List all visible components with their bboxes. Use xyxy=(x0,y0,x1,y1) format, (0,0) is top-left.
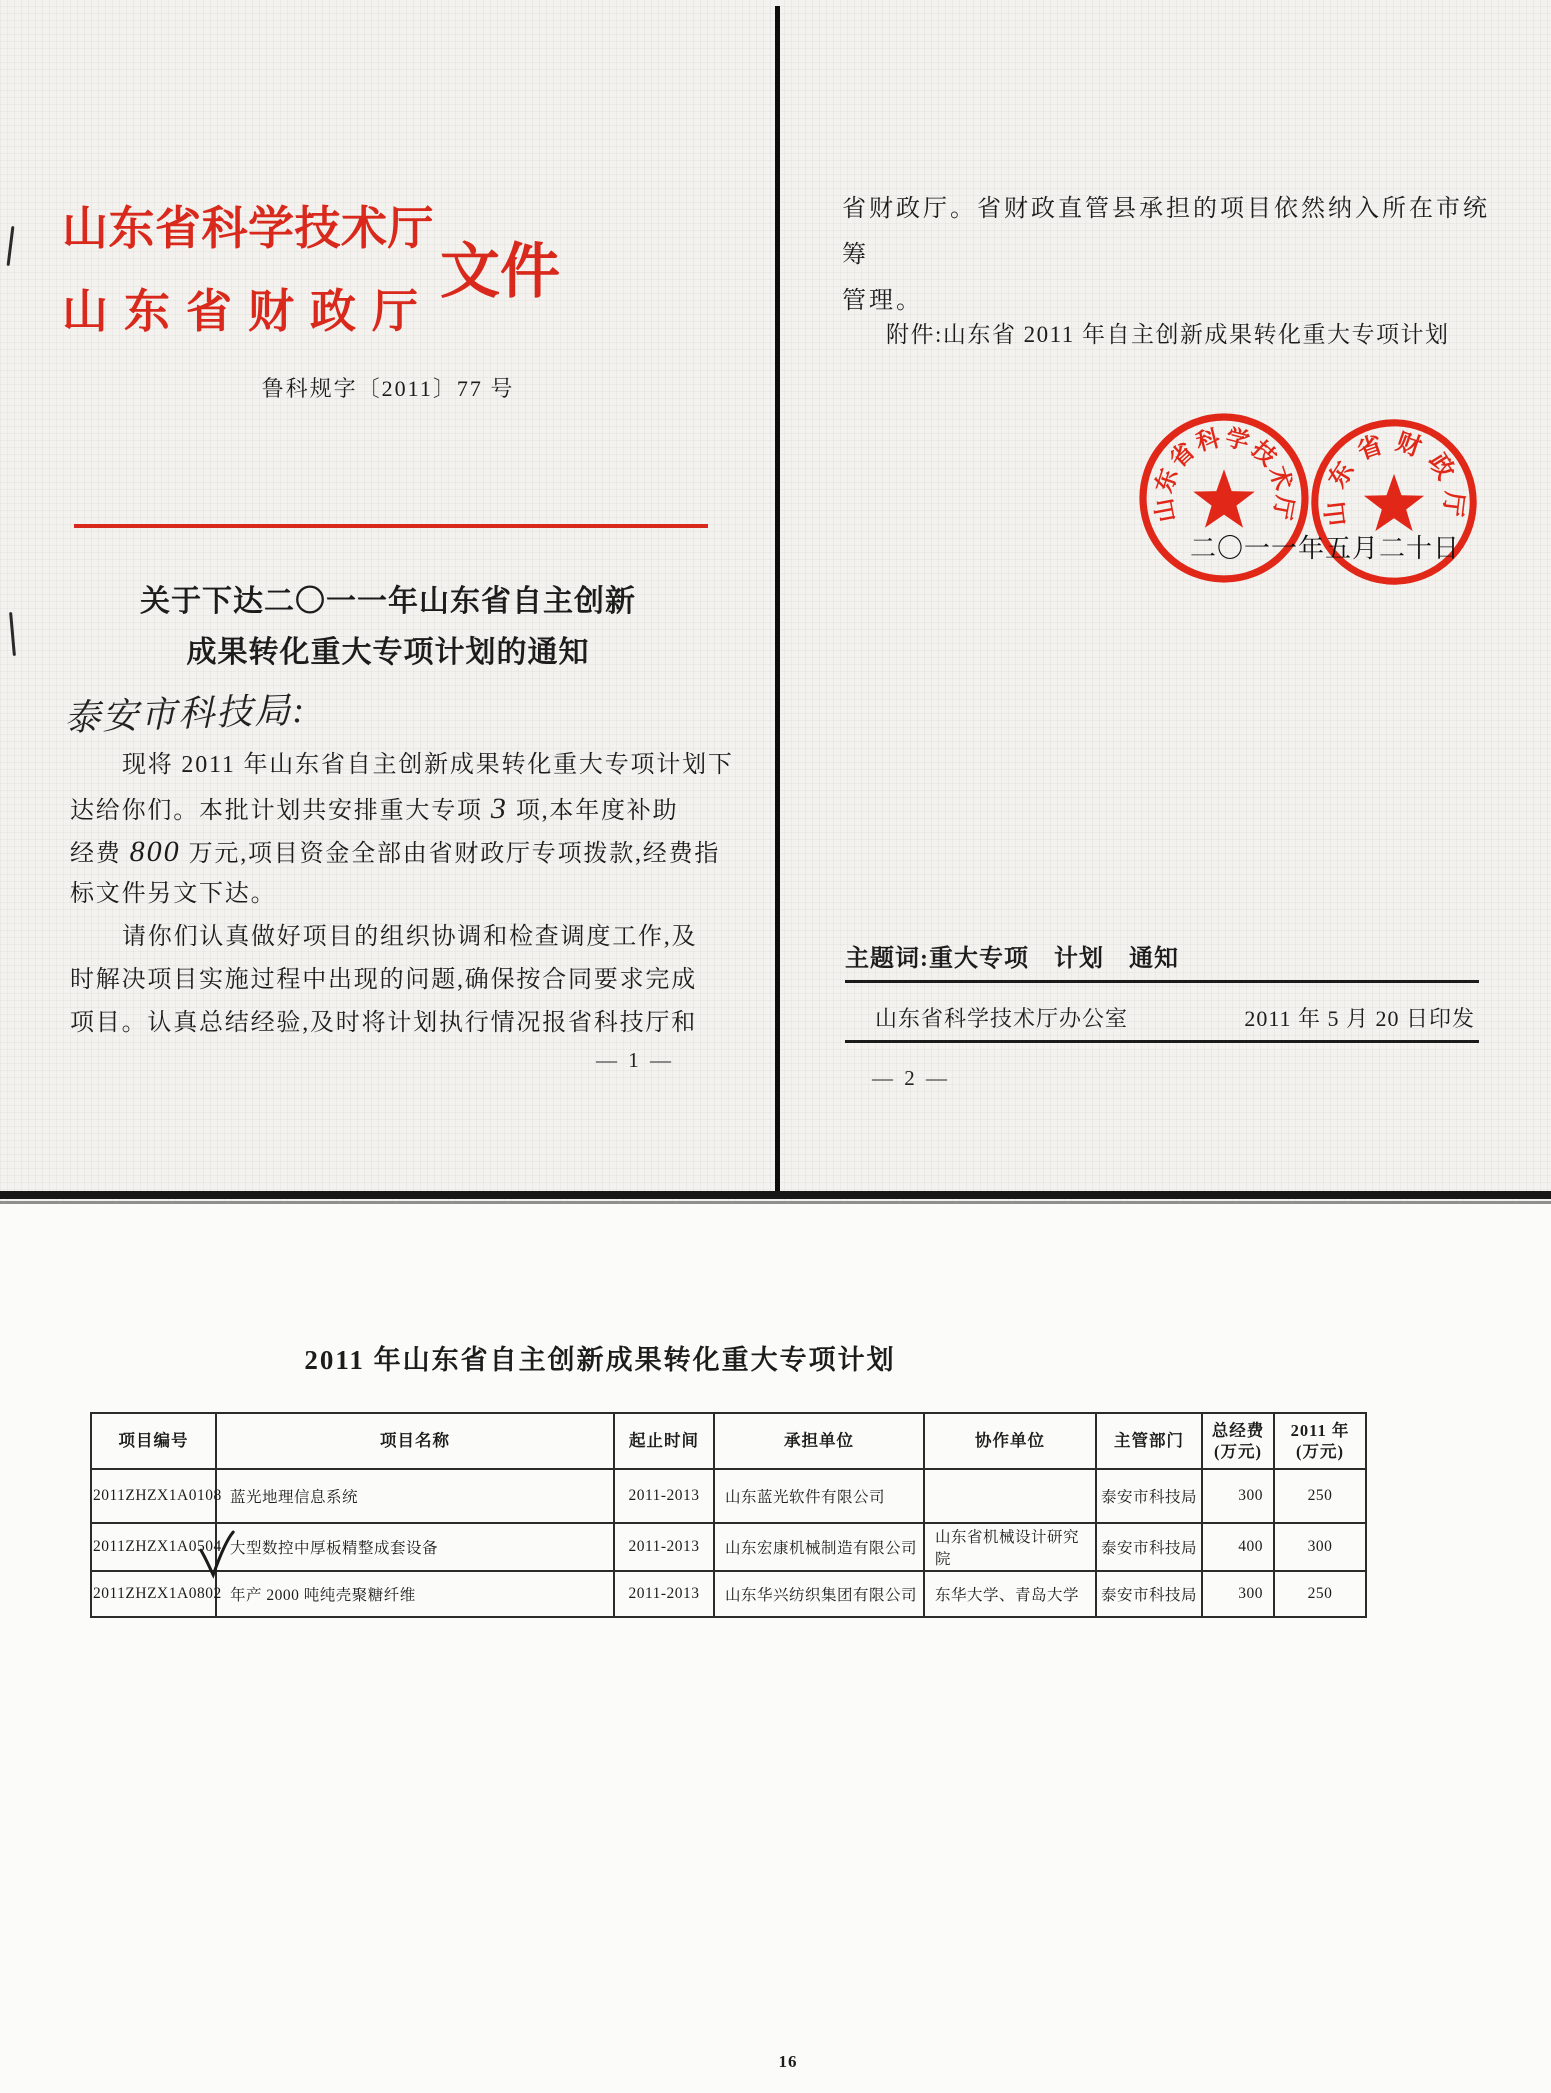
cell-year2011: 300 xyxy=(1274,1523,1366,1571)
issuing-agency-science-tech: 山东省科学技术厅 xyxy=(62,203,434,254)
cell-total: 300 xyxy=(1202,1571,1274,1617)
document-title-line2: 成果转化重大专项计划的通知 xyxy=(186,636,590,669)
cell-authority: 泰安市科技局 xyxy=(1096,1523,1202,1571)
cell-name: 年产 2000 吨纯壳聚糖纤维 xyxy=(216,1571,614,1617)
body-text: 经费 xyxy=(70,841,122,867)
document-title xyxy=(0,576,776,678)
document-number: 鲁科规字〔2011〕77 号 xyxy=(261,376,515,401)
cell-year2011: 250 xyxy=(1274,1571,1366,1617)
table-row xyxy=(91,1571,1366,1617)
column-header: 2011 年 (万元) xyxy=(1274,1413,1366,1469)
column-header: 项目名称 xyxy=(216,1413,614,1469)
cell-period: 2011-2013 xyxy=(614,1571,714,1617)
cell-id: 2011ZHZX1A0504 xyxy=(91,1523,216,1571)
cell-partner: 东华大学、青岛大学 xyxy=(924,1571,1096,1617)
notice-body-text xyxy=(70,744,734,1045)
attachment-reference-line: 附件:山东省 2011 年自主创新成果转化重大专项计划 xyxy=(886,322,1450,347)
body-text: 项目。认真总结经验,及时将计划执行情况报省科技厅和 xyxy=(70,1010,697,1036)
cell-total: 300 xyxy=(1202,1469,1274,1523)
page-number-16: 16 xyxy=(778,2052,798,2071)
column-header: 主管部门 xyxy=(1096,1413,1202,1469)
handwritten-number: 3 xyxy=(490,792,508,825)
body-line xyxy=(70,787,718,830)
column-header: 总经费 (万元) xyxy=(1202,1413,1274,1469)
handwritten-checkmark xyxy=(198,1528,236,1580)
cell-authority: 泰安市科技局 xyxy=(1096,1571,1202,1617)
seal-star-icon xyxy=(1364,474,1424,531)
divider-line xyxy=(845,1040,1479,1043)
issuer-row xyxy=(845,994,1479,1040)
continuation-line: 管理。 xyxy=(842,288,923,314)
seal-text: 山东省科学技术厅 xyxy=(1150,424,1298,525)
issuing-office: 山东省科学技术厅办公室 xyxy=(875,1005,1129,1031)
seal-star-icon xyxy=(1193,469,1255,528)
cell-authority: 泰安市科技局 xyxy=(1096,1469,1202,1523)
issuing-agencies xyxy=(62,192,440,341)
scan-separator-band xyxy=(0,1191,1551,1199)
column-header: 项目编号 xyxy=(91,1413,216,1469)
divider-line xyxy=(845,980,1479,983)
column-header: 承担单位 xyxy=(714,1413,924,1469)
body-text: 请你们认真做好项目的组织协调和检查调度工作,及 xyxy=(122,924,698,950)
body-line xyxy=(70,1002,718,1045)
body-line xyxy=(70,873,718,916)
body-line xyxy=(70,959,718,1002)
document-title-line1: 关于下达二〇一一年山东省自主创新 xyxy=(140,585,636,618)
body-line xyxy=(70,830,721,873)
cell-name: 蓝光地理信息系统 xyxy=(216,1469,614,1523)
cell-id: 2011ZHZX1A0108 xyxy=(91,1469,216,1523)
plan-table-title: 2011 年山东省自主创新成果转化重大专项计划 xyxy=(304,1345,896,1375)
column-header: 协作单位 xyxy=(924,1413,1096,1469)
print-date: 2011 年 5 月 20 日印发 xyxy=(1244,1005,1475,1031)
cell-total: 400 xyxy=(1202,1523,1274,1571)
table-row xyxy=(91,1523,1366,1571)
handwritten-addressee: 泰安市科技局: xyxy=(63,689,307,739)
seal-text: 山东省财政厅 xyxy=(1320,428,1468,528)
body-text: 项,本年度补助 xyxy=(515,798,679,824)
binding-mark xyxy=(7,226,15,266)
cell-period: 2011-2013 xyxy=(614,1523,714,1571)
body-line xyxy=(70,916,718,959)
cell-period: 2011-2013 xyxy=(614,1469,714,1523)
body-text: 时解决项目实施过程中出现的问题,确保按合同要求完成 xyxy=(70,967,697,993)
page-number-1: — 1 — xyxy=(596,1048,674,1072)
document-type-label: 文件 xyxy=(440,238,560,305)
cell-partner xyxy=(924,1469,1096,1523)
seal-date: 二〇一一年五月二十日 xyxy=(1190,534,1461,563)
handwritten-number: 800 xyxy=(129,835,181,868)
body-text: 现将 2011 年山东省自主创新成果转化重大专项计划下 xyxy=(122,752,734,778)
cell-undertaker: 山东华兴纺织集团有限公司 xyxy=(714,1571,924,1617)
document-letterhead xyxy=(62,192,562,341)
table-header-row xyxy=(91,1413,1366,1469)
attachment-plan-page xyxy=(0,1204,1551,2093)
cell-undertaker: 山东宏康机械制造有限公司 xyxy=(714,1523,924,1571)
red-divider-line xyxy=(74,524,708,528)
cell-partner: 山东省机械设计研究院 xyxy=(924,1523,1096,1571)
cell-undertaker: 山东蓝光软件有限公司 xyxy=(714,1469,924,1523)
cell-name: 大型数控中厚板精整成套设备 xyxy=(216,1523,614,1571)
issuing-agency-finance: 山东省财政厅 xyxy=(62,286,434,337)
body-text: 万元,项目资金全部由省财政厅专项拨款,经费指 xyxy=(188,841,721,867)
body-line xyxy=(70,744,734,787)
column-header: 起止时间 xyxy=(614,1413,714,1469)
subject-keywords-line: 主题词:重大专项 计划 通知 xyxy=(845,946,1179,972)
project-plan-table xyxy=(90,1412,1367,1618)
body-text: 达给你们。本批计划共安排重大专项 xyxy=(70,798,483,824)
continuation-paragraph xyxy=(842,186,1502,324)
table-row xyxy=(91,1469,1366,1523)
body-text: 标文件另文下达。 xyxy=(70,881,277,907)
cell-id: 2011ZHZX1A0802 xyxy=(91,1571,216,1617)
continuation-line: 省财政厅。省财政直管县承担的项目依然纳入所在市统筹 xyxy=(842,196,1490,268)
cell-year2011: 250 xyxy=(1274,1469,1366,1523)
page-number-2: — 2 — xyxy=(872,1066,950,1090)
page-fold-divider xyxy=(775,6,780,1194)
